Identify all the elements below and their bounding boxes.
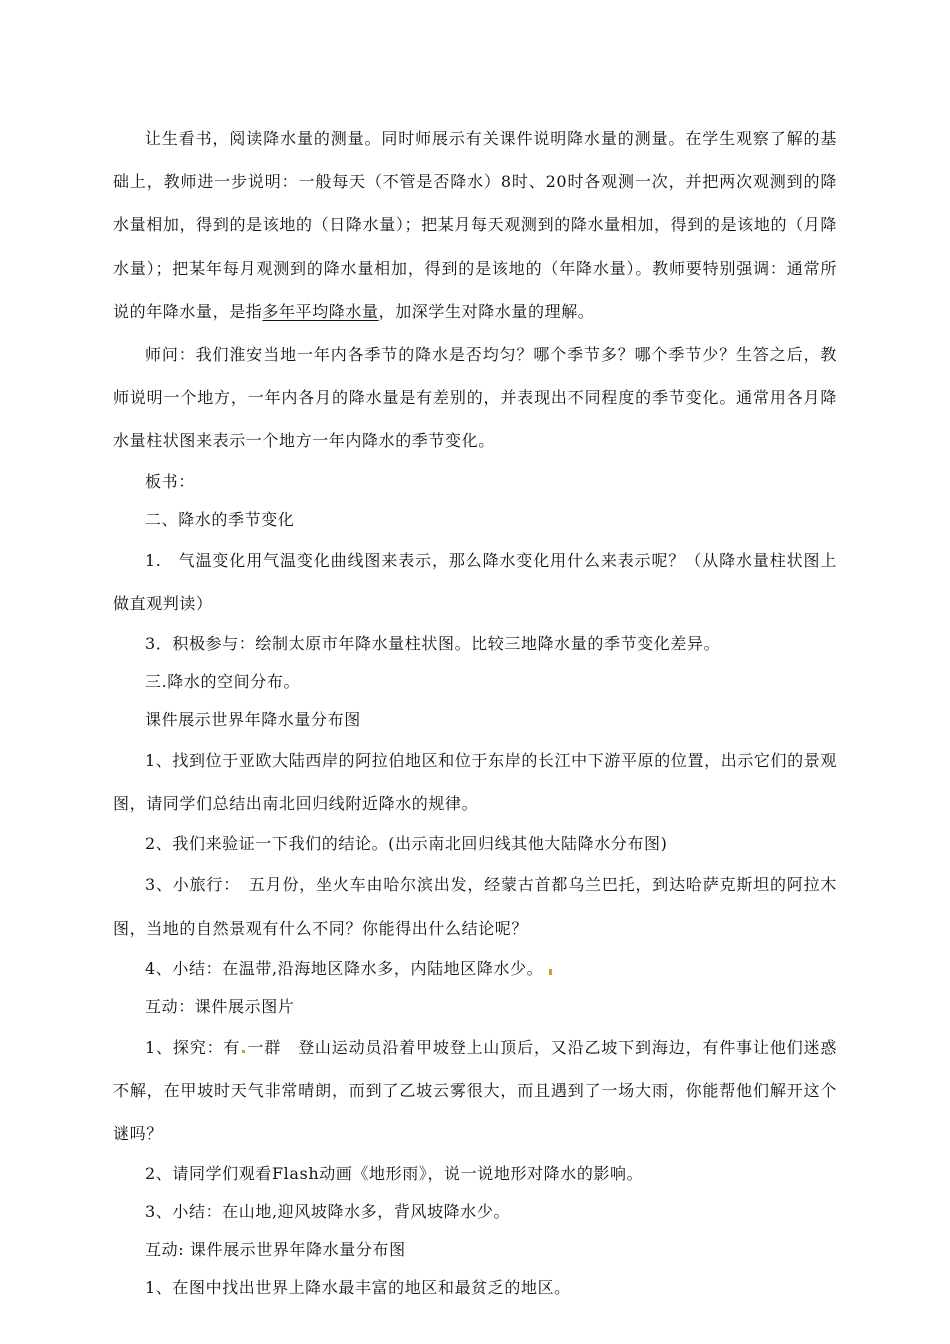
paragraph-board-label: 板书： <box>145 471 195 491</box>
mark-dot <box>242 1050 245 1053</box>
paragraph-text: 让生看书，阅读降水量的测量。同时师展示有关课件说明降水量的测量。在学生观察了解的基础上，教师进一步说明：一般每天（不管是否降水）8时、20时各观测一次，并把两次观测到的降水量相加，得到的是该地的（日降水量）；把某月每天观测到的降水量相加，得到的是该地的（月降水量）；把某年每月观测到的降水量相加，得到的是该地的（年降水量）。教师要特别强调：通常所说的年降水量，是指 <box>113 129 837 321</box>
document-body <box>113 117 837 1307</box>
heading-spatial-distribution: 三.降水的空间分布。 <box>145 672 301 692</box>
paragraph-item-3: 3．积极参与：绘制太原市年降水量柱状图。比较三地降水量的季节变化差异。 <box>145 634 721 654</box>
paragraph-explore <box>113 1026 837 1156</box>
paragraph-verify: 2、我们来验证一下我们的结论。(出示南北回归线其他大陆降水分布图) <box>145 834 668 854</box>
paragraph-interaction-world-map: 互动: 课件展示世界年降水量分布图 <box>145 1240 406 1260</box>
paragraph-summary-temperate <box>113 950 837 988</box>
paragraph-courseware-map: 课件展示世界年降水量分布图 <box>145 710 361 730</box>
underlined-term: 多年平均降水量 <box>262 301 379 321</box>
paragraph-text: 4、小结：在温带,沿海地区降水多，内陆地区降水少。 <box>145 958 544 978</box>
paragraph-find-arabia: 1、找到位于亚欧大陆西岸的阿拉伯地区和位于东岸的长江中下游平原的位置，出示它们的景观图，请同学们总结出南北回归线附近降水的规律。 <box>113 751 837 814</box>
paragraph-text: 一群 登山运动员沿着甲坡登上山顶后，又沿乙坡下到海边，有件事让他们迷惑不解，在甲坡时天气非常晴朗，而到了乙坡云雾很大，而且遇到了一场大雨，你能帮他们解开这个谜吗？ <box>113 1037 837 1144</box>
paragraph-find-extremes: 1、在图中找出世界上降水最丰富的地区和最贫乏的地区。 <box>145 1278 571 1298</box>
paragraph-text: 1、探究：有 <box>145 1037 241 1057</box>
paragraph-teacher-question: 师问：我们淮安当地一年内各季节的降水是否均匀？哪个季节多？哪个季节少？生答之后，教师说明一个地方，一年内各月的降水量是有差别的，并表现出不同程度的季节变化。通常用各月降水量柱状图来表示一个地方一年内降水的季节变化。 <box>113 345 837 451</box>
paragraph-item-1: 1. 气温变化用气温变化曲线图来表示，那么降水变化用什么来表示呢？（从降水量柱状图上做直观判读） <box>113 550 837 613</box>
paragraph-flash-animation: 2、请同学们观看Flash动画《地形雨》，说一说地形对降水的影响。 <box>145 1164 644 1184</box>
paragraph-summary-mountain: 3、小结：在山地,迎风坡降水多，背风坡降水少。 <box>145 1202 511 1222</box>
paragraph-small-trip: 3、小旅行： 五月份，坐火车由哈尔滨出发，经蒙古首都乌兰巴托，到达哈萨克斯坦的阿拉木图，当地的自然景观有什么不同？你能得出什么结论呢？ <box>113 875 837 938</box>
paragraph-interaction-pictures: 互动：课件展示图片 <box>145 996 295 1016</box>
paragraph-measurement <box>113 117 837 333</box>
heading-seasonal-change: 二、降水的季节变化 <box>145 509 295 529</box>
paragraph-text: ，加深学生对降水量的理解。 <box>378 301 595 321</box>
mark-dot <box>549 969 552 975</box>
